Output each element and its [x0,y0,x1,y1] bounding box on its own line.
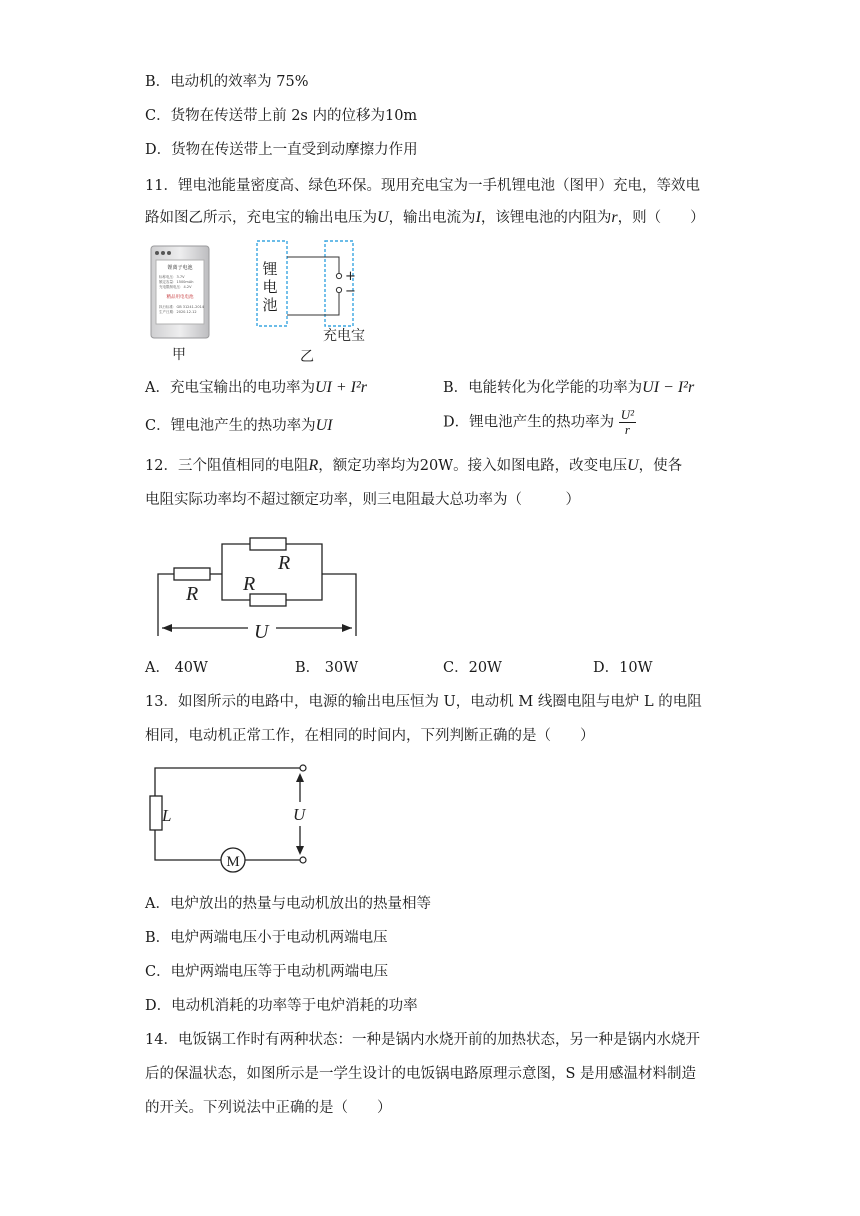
furnace-resistor [150,796,162,830]
q11-option-b-formula: UI − I²r [642,379,695,396]
q11-option-d-text: D．锂电池产生的热功率为 [443,414,615,431]
furnace-label: L [162,806,172,825]
q12-text: ，使各 [638,458,683,474]
q13-option-b: B．电炉两端电压小于电动机两端电压 [145,930,388,946]
q14-stem-line3: 的开关。下列说法中正确的是（ ） [145,1100,392,1116]
q12-text: ，额定功率均为 [318,458,420,474]
resistor-label-bottom: R [243,573,256,595]
fraction-numerator: U² [620,407,635,422]
q11-option-d [443,408,636,437]
motor-label: M [226,854,240,870]
q10-option-d: D．货物在传送带上一直受到动摩擦力作用 [145,142,418,158]
fraction-denominator: r [624,422,630,437]
battery-box-label: 锂电池 [262,260,278,314]
battery-spec-line: 标称电压：3.7V [159,275,185,279]
q12-var-u: U [627,457,639,474]
q11-option-c [145,416,332,436]
q10-option-c: C．货物在传送带上前 2s 内的位移为10m [145,108,418,124]
q11-var-r: r [611,209,618,226]
resistor-series [174,568,210,580]
q12-rated-power: 20W [419,458,454,474]
q11-option-c-text: C．锂电池产生的热功率为 [145,418,316,434]
q12-stem-line1 [145,456,682,476]
voltage-label: U [254,621,269,643]
battery-spec-line: 额定容量：1500mAh [159,280,194,284]
q11-option-a [145,378,367,398]
battery-red-label: 精品用电电池 [166,295,194,300]
q12-stem-line2: 电阻实际功率均不超过额定功率，则三电阻最大总功率为（ ） [145,492,580,508]
q12-text: 12．三个阻值相同的电阻 [145,458,309,474]
battery-spec-line: 执行标准：GB 31241-2014 [159,305,205,309]
q13-option-d: D．电动机消耗的功率等于电炉消耗的功率 [145,998,418,1014]
q12-text: 。接入如图电路，改变电压 [453,458,628,474]
q12-option-c: C．20W [443,660,502,676]
q12-option-a: A． 40W [145,660,208,676]
q12-var-r: R [308,457,319,474]
resistor-parallel-top [250,538,286,550]
q14-stem-line1: 14．电饭锅工作时有两种状态：一种是锅内水烧开前的加热状态，另一种是锅内水烧开 [145,1032,700,1048]
q11-stem-line2 [145,208,705,228]
q11-text: ，输出电流为 [388,210,476,226]
q11-option-a-text: A．充电宝输出的电功率为 [145,380,315,396]
battery-photo [145,242,215,342]
q11-text: 路如图乙所示，充电宝的输出电压为 [145,210,377,226]
figure-label-yi: 乙 [300,349,314,365]
resistor-circuit-diagram [150,532,365,644]
q11-option-b-text: B．电能转化为化学能的功率为 [443,380,643,396]
q10-option-b: B．电动机的效率为 75% [145,74,309,90]
q11-var-u: U [377,209,389,226]
resistor-label-top: R [278,552,291,574]
figure-label-jia: 甲 [172,347,186,363]
resistor-label-series: R [186,583,199,605]
q13-stem-line2: 相同，电动机正常工作，在相同的时间内，下列判断正确的是（ ） [145,728,595,744]
q13-stem-line1: 13．如图所示的电路中，电源的输出电压恒为 U，电动机 M 线圈电阻与电炉 L 的电阻 [145,694,702,710]
q12-option-b: B． 30W [295,660,359,676]
q11-text: ，则（ ） [617,210,705,226]
q12-option-d: D．10W [593,660,653,676]
q14-stem-line2: 后的保温状态，如图所示是一学生设计的电饭锅电路原理示意图，S 是用感温材料制造 [145,1066,697,1082]
resistor-parallel-bottom [250,594,286,606]
battery-title: 锂离子电池 [167,265,193,271]
q11-option-c-formula: UI [315,417,333,434]
voltage-label: U [293,805,306,824]
q11-text: ，该锂电池的内阻为 [480,210,612,226]
battery-spec-line: 生产日期：2020.12.12 [159,310,197,314]
motor-circuit-diagram [145,762,315,877]
q13-option-a: A．电炉放出的热量与电动机放出的热量相等 [145,896,431,912]
q11-stem-line1: 11．锂电池能量密度高、绿色环保。现用充电宝为一手机锂电池（图甲）充电，等效电 [145,178,700,194]
q11-var-i: I [475,209,481,226]
minus-terminal-label: − [345,284,356,299]
q13-option-c: C．电炉两端电压等于电动机两端电压 [145,964,389,980]
q11-option-d-fraction [619,408,636,437]
plus-terminal-label: + [345,269,356,284]
charger-label: 充电宝 [323,328,365,344]
q11-option-a-formula: UI + I²r [314,379,368,396]
q11-option-b [443,378,694,398]
battery-spec-line: 充电限制电压：4.2V [159,285,192,289]
